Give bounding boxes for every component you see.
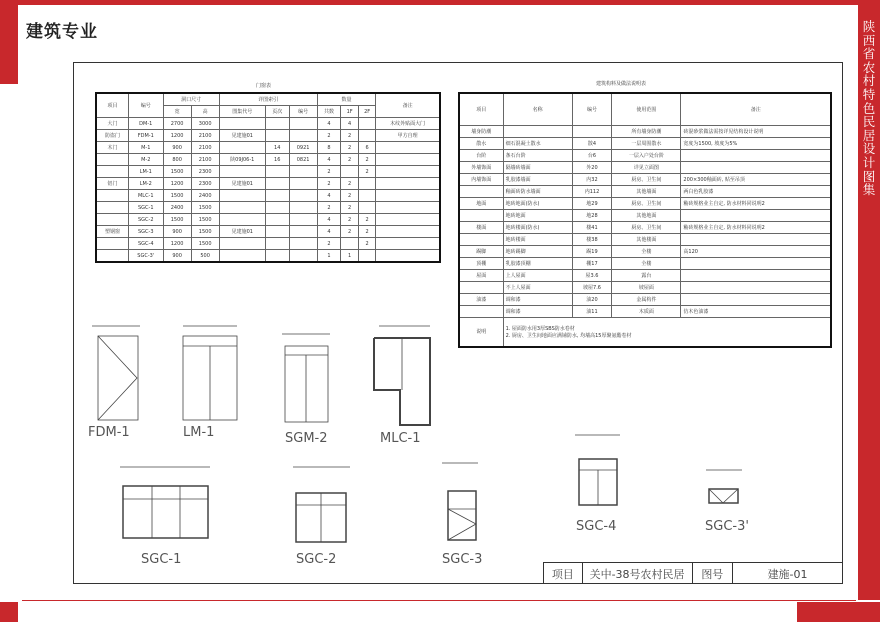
table-cell: 仿木色油漆 — [681, 305, 831, 317]
table-cell: SGC-1 — [128, 202, 163, 214]
table-cell: 一层周围散水 — [612, 137, 681, 149]
table-cell: 4 — [341, 118, 358, 130]
table-cell: 全楼 — [612, 257, 681, 269]
table-cell: 踢脚 — [459, 245, 503, 257]
table-cell: 2100 — [191, 130, 219, 142]
table-cell: 全楼 — [612, 245, 681, 257]
th-type: 项目 — [96, 93, 128, 118]
table-cell: MLC-1 — [128, 190, 163, 202]
table-cell: 14 — [265, 142, 289, 154]
sgm-2-frame — [285, 346, 328, 422]
table-cell: 见建施01 — [219, 226, 265, 238]
table-cell: DM-1 — [128, 118, 163, 130]
table-cell: 坡屋7.6 — [572, 281, 612, 293]
table-cell: 条石台阶 — [503, 149, 572, 161]
th-atlas: 图集代号 — [219, 106, 265, 118]
table-cell: 木门 — [96, 142, 128, 154]
table-cell: 调和漆 — [503, 293, 572, 305]
table-cell: 台6 — [572, 149, 612, 161]
table-cell: 900 — [163, 250, 191, 263]
table-cell: 乳胶漆墙面 — [503, 173, 572, 185]
table-cell: 墙身防潮 — [459, 125, 503, 137]
table-cell: 2 — [358, 166, 375, 178]
table-cell: LM-1 — [128, 166, 163, 178]
table-cell: 2300 — [191, 178, 219, 190]
table-cell: 地砖踢脚 — [503, 245, 572, 257]
construction-table-caption: 建筑构料及做法说明表 — [596, 81, 647, 87]
table-cell: 厨房、卫生间 — [612, 221, 681, 233]
table-cell: 4 — [317, 154, 341, 166]
table-cell: 地29 — [572, 197, 612, 209]
table-cell: 地砖地面 — [503, 209, 572, 221]
table-cell: 台阶 — [459, 149, 503, 161]
table-cell: 塑钢窗 — [96, 226, 128, 238]
table-cell: 4 — [317, 118, 341, 130]
table-cell: 宽度为1500, 坡度为5% — [681, 137, 831, 149]
drawing-label: FDM-1 — [88, 425, 130, 440]
table-cell: 地面 — [459, 197, 503, 209]
table-cell: 详见立面图 — [612, 161, 681, 173]
table-cell: 楼面 — [459, 221, 503, 233]
table-cell: 一层入户处台阶 — [612, 149, 681, 161]
drawing-label: SGM-2 — [285, 431, 328, 446]
sgc-3-swing — [448, 509, 476, 540]
drawing-label: LM-1 — [183, 425, 215, 440]
table-cell: 4 — [317, 214, 341, 226]
th-1f: 1F — [341, 106, 358, 118]
table-cell: M-2 — [128, 154, 163, 166]
section-title: 建筑专业 — [26, 22, 98, 42]
table-cell: 所有墙身防潮 — [612, 125, 681, 137]
table-cell: 1500 — [191, 214, 219, 226]
table-cell: 8 — [317, 142, 341, 154]
table-cell: 坡屋面 — [612, 281, 681, 293]
table-cell: 0921 — [289, 142, 317, 154]
table-cell: 地砖楼面 — [503, 233, 572, 245]
table-cell: 2400 — [163, 202, 191, 214]
drawing-label: SGC-2 — [296, 552, 337, 567]
drawing-label: MLC-1 — [380, 431, 421, 446]
table-cell: 釉砖规格业主自定, 防水材料同说明2 — [681, 221, 831, 233]
table-cell: 200×300釉面砖, 贴至吊顶 — [681, 173, 831, 185]
table-cell: 楼38 — [572, 233, 612, 245]
table-cell: 金属构件 — [612, 293, 681, 305]
table-cell: 釉面砖防水墙面 — [503, 185, 572, 197]
table-cell: 1200 — [163, 178, 191, 190]
table-cell: 900 — [163, 226, 191, 238]
table-cell: 2400 — [191, 190, 219, 202]
table-cell: 2 — [317, 166, 341, 178]
table-cell: 厨房、卫生间 — [612, 197, 681, 209]
table-cell: 顶棚 — [459, 257, 503, 269]
table-cell: 调和漆 — [503, 305, 572, 317]
th-width: 宽 — [163, 106, 191, 118]
table-cell: 2 — [341, 190, 358, 202]
table-cell: 楼41 — [572, 221, 612, 233]
table-cell: 油20 — [572, 293, 612, 305]
table-cell: 2 — [341, 154, 358, 166]
table-cell: 两白色乳胶漆 — [681, 185, 831, 197]
table-cell: 1500 — [163, 190, 191, 202]
table-cell: 2 — [341, 130, 358, 142]
table-cell: 800 — [163, 154, 191, 166]
table-cell: 釉砖规格业主自定, 防水材料同说明2 — [681, 197, 831, 209]
th-number: 编号 — [289, 106, 317, 118]
table-cell: 2 — [341, 226, 358, 238]
table-cell: 1 — [317, 250, 341, 263]
table-cell: 1500 — [191, 202, 219, 214]
th-qty: 数量 — [317, 93, 376, 106]
table-cell: 900 — [163, 142, 191, 154]
sgc-3p-frame — [709, 489, 738, 503]
table-cell: 砖混砂浆做法需按详见结构设计说明 — [681, 125, 831, 137]
table-cell: 高120 — [681, 245, 831, 257]
table-cell: 防盗门 — [96, 130, 128, 142]
table-cell: 2 — [317, 238, 341, 250]
table-cell: 木纹外贴面大门 — [376, 118, 440, 130]
table-cell: 2300 — [191, 166, 219, 178]
table-cell: 2 — [341, 178, 358, 190]
door-window-table-caption: 门窗表 — [256, 83, 272, 89]
table-cell: 地砖楼面(防水) — [503, 221, 572, 233]
table-cell: 内32 — [572, 173, 612, 185]
table-cell: 2700 — [163, 118, 191, 130]
table-cell: 踢19 — [572, 245, 612, 257]
table-cell: SGC-3' — [128, 250, 163, 263]
table-cell: 2 — [341, 142, 358, 154]
sidebar-title: 陕西省农村特色民居设计图集 — [862, 19, 876, 198]
table-cell: 上人屋面 — [503, 269, 572, 281]
table-cell: 铝门 — [96, 178, 128, 190]
table-cell: 油漆 — [459, 293, 503, 305]
table-cell: 1 — [341, 250, 358, 263]
fdm-1-frame — [98, 336, 138, 420]
th-page: 页次 — [265, 106, 289, 118]
th-remark: 备注 — [376, 93, 440, 118]
th-total: 共数 — [317, 106, 341, 118]
table-cell: 2 — [358, 154, 375, 166]
table-cell: SGC-2 — [128, 214, 163, 226]
table-cell: 其他楼面 — [612, 233, 681, 245]
table-cell: 不上人屋面 — [503, 281, 572, 293]
table-cell: 乳胶漆顶棚 — [503, 257, 572, 269]
table-cell: 散4 — [572, 137, 612, 149]
table-cell: 2 — [317, 130, 341, 142]
th-code: 编号 — [572, 93, 612, 125]
title-project-label: 项目 — [544, 563, 583, 584]
table-cell: 2100 — [191, 142, 219, 154]
table-cell: 内墙饰面 — [459, 173, 503, 185]
th-name: 名称 — [503, 93, 572, 125]
table-cell: 露台 — [612, 269, 681, 281]
table-cell: 2 — [358, 214, 375, 226]
table-cell: 其他地面 — [612, 209, 681, 221]
table-cell: 2 — [341, 202, 358, 214]
table-cell: 甲方自理 — [376, 130, 440, 142]
table-cell: SGC-3 — [128, 226, 163, 238]
table-cell: 2100 — [191, 154, 219, 166]
th-opening: 洞口尺寸 — [163, 93, 219, 106]
table-cell: 棚17 — [572, 257, 612, 269]
drawing-label: SGC-3' — [705, 519, 749, 534]
table-cell: SGC-4 — [128, 238, 163, 250]
table-cell: FDM-1 — [128, 130, 163, 142]
table-cell: 6 — [358, 142, 375, 154]
table-cell: 油11 — [572, 305, 612, 317]
table-cell: 2 — [317, 178, 341, 190]
table-cell: 其他墙面 — [612, 185, 681, 197]
title-drawing-no-label: 图号 — [693, 563, 734, 584]
th-height: 高 — [191, 106, 219, 118]
title-block — [543, 562, 843, 584]
table-cell: 1500 — [163, 166, 191, 178]
th-std-ref: 详图索引 — [219, 93, 317, 106]
table-cell: 厨房、卫生间 — [612, 173, 681, 185]
sgc-1-frame — [123, 486, 208, 538]
table-cell: 外20 — [572, 161, 612, 173]
table-cell: 2 — [341, 214, 358, 226]
table-cell: 说明 — [459, 317, 503, 347]
table-cell: 16 — [265, 154, 289, 166]
table-cell: 大门 — [96, 118, 128, 130]
table-cell: 陕09J06-1 — [219, 154, 265, 166]
table-cell: 1. 屋面防水用3厚SBS防水卷材 2. 厨房、卫生间地面应满铺防水, 均墙高15厚聚氨酯卷材 — [503, 317, 831, 347]
th-item: 项目 — [459, 93, 503, 125]
sgc-3p-swing — [709, 489, 738, 503]
table-cell: 散水 — [459, 137, 503, 149]
table-cell: 4 — [317, 226, 341, 238]
table-cell: M-1 — [128, 142, 163, 154]
table-cell: LM-2 — [128, 178, 163, 190]
table-cell: 内112 — [572, 185, 612, 197]
table-cell: 木质面 — [612, 305, 681, 317]
table-cell: 地砖地面(防水) — [503, 197, 572, 209]
table-cell: 1200 — [163, 130, 191, 142]
title-project-name: 关中-38号农村民居 — [583, 563, 693, 584]
drawing-label: SGC-4 — [576, 519, 617, 534]
table-cell: 见建施01 — [219, 130, 265, 142]
table-cell: 外墙饰面 — [459, 161, 503, 173]
table-cell: 2 — [317, 202, 341, 214]
table-cell: 1500 — [163, 214, 191, 226]
table-cell: 2 — [358, 238, 375, 250]
th-remark: 备注 — [681, 93, 831, 125]
table-cell: 屋3.6 — [572, 269, 612, 281]
table-cell: 地28 — [572, 209, 612, 221]
table-cell: 细石混凝土散水 — [503, 137, 572, 149]
table-cell: 4 — [317, 190, 341, 202]
table-cell: 屋面 — [459, 269, 503, 281]
table-cell: 1500 — [191, 238, 219, 250]
table-cell: 1500 — [191, 226, 219, 238]
table-cell: 500 — [191, 250, 219, 263]
th-scope: 使用范围 — [612, 93, 681, 125]
table-cell: 隔墙砖墙面 — [503, 161, 572, 173]
table-cell: 0821 — [289, 154, 317, 166]
drawing-label: SGC-1 — [141, 552, 182, 567]
table-cell: 见建施01 — [219, 178, 265, 190]
table-cell: 2 — [358, 226, 375, 238]
drawing-label: SGC-3 — [442, 552, 483, 567]
fdm-1-swing — [98, 336, 137, 420]
table-cell: 3000 — [191, 118, 219, 130]
th-2f: 2F — [358, 106, 375, 118]
table-cell: 1200 — [163, 238, 191, 250]
title-drawing-no: 建施-01 — [733, 563, 843, 584]
sgc-3-frame — [448, 491, 476, 540]
th-code: 编号 — [128, 93, 163, 118]
